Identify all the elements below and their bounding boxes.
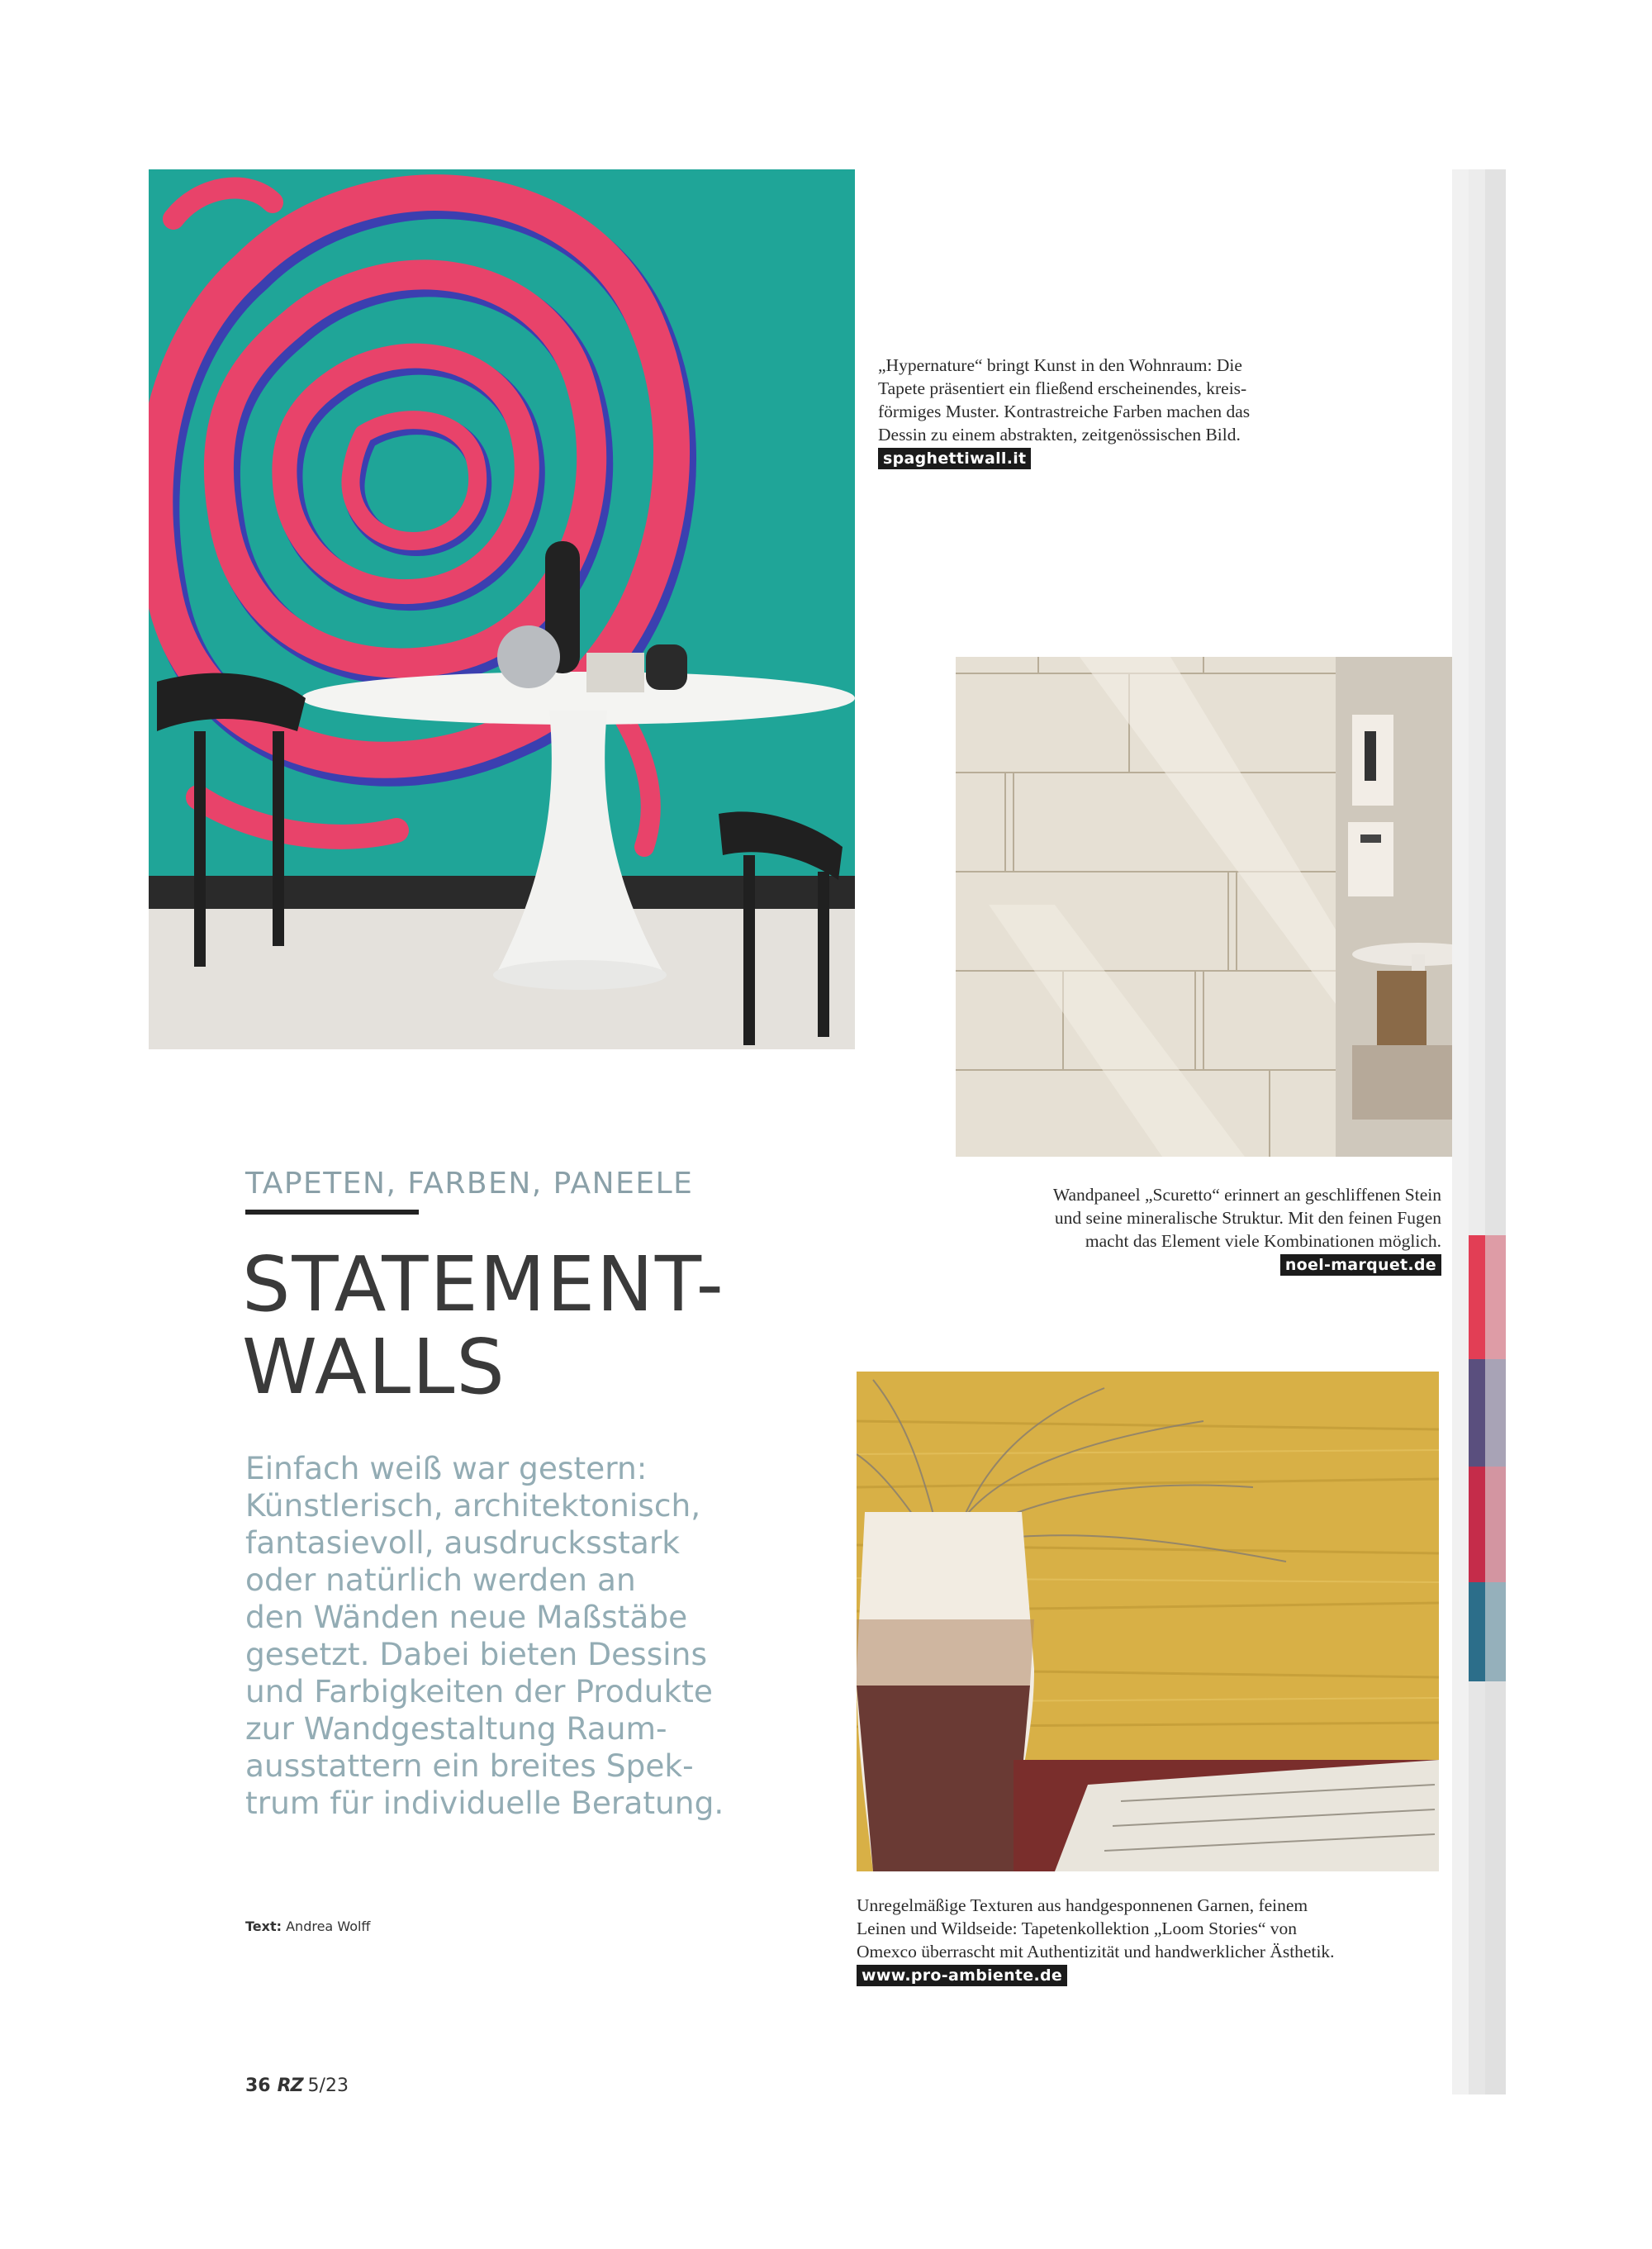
kicker-underline [245, 1210, 419, 1215]
next-page-edge [1452, 169, 1506, 2094]
magazine-logo: RZ [277, 2075, 303, 2096]
intro-line: und Farbigkeiten der Produkte [245, 1673, 713, 1709]
headline-line: STATEMENT- [242, 1240, 725, 1329]
intro-line: ausstattern ein breites Spek- [245, 1747, 694, 1784]
url-badge-pro-ambiente[interactable]: www.pro-ambiente.de [857, 1965, 1067, 1986]
author-credit [245, 1919, 370, 1934]
intro-line: gesetzt. Dabei bieten Dessins [245, 1636, 707, 1672]
photo-hypernature-wallpaper [149, 169, 855, 1049]
caption-line: Wandpaneel „Scuretto“ erinnert an geschliffenen Stein [1052, 1185, 1441, 1205]
caption-line: und seine mineralische Struktur. Mit den feinen Fugen [1054, 1208, 1441, 1228]
intro-line: trum für individuelle Beratung. [245, 1785, 724, 1821]
page-folio [245, 2075, 349, 2096]
caption-loom-stories [857, 1894, 1443, 1986]
photo-scuretto-wall-panel [956, 657, 1488, 1157]
caption-line: Tapete präsentiert ein fließend erscheinendes, kreis- [878, 378, 1247, 398]
issue-number: 5/23 [307, 2075, 349, 2096]
photo-loom-stories-wallpaper [857, 1372, 1439, 1871]
intro-line: Künstlerisch, architektonisch, [245, 1487, 701, 1524]
credit-author: Andrea Wolff [286, 1919, 371, 1934]
caption-line: Dessin zu einem abstrakten, zeitgenössischen Bild. [878, 425, 1241, 445]
section-kicker: TAPETEN, FARBEN, PANEELE [245, 1167, 694, 1201]
caption-line: Unregelmäßige Texturen aus handgesponnenen Garnen, feinem [857, 1895, 1308, 1915]
caption-hypernature [878, 354, 1357, 469]
credit-label: Text: [245, 1919, 282, 1934]
page-number: 36 [245, 2075, 271, 2096]
caption-line: „Hypernature“ bringt Kunst in den Wohnraum: Die [878, 355, 1242, 375]
intro-line: fantasievoll, ausdrucksstark [245, 1524, 680, 1561]
headline-line: WALLS [242, 1323, 506, 1411]
headline [242, 1240, 725, 1411]
intro-line: zur Wandgestaltung Raum- [245, 1710, 667, 1747]
caption-line: Omexco überrascht mit Authentizität und handwerklicher Ästhetik. [857, 1942, 1335, 1961]
intro-line: oder natürlich werden an [245, 1562, 636, 1598]
url-badge-noel-marquet[interactable]: noel-marquet.de [1280, 1254, 1441, 1276]
caption-line: macht das Element viele Kombinationen möglich. [1085, 1231, 1441, 1251]
caption-scuretto [962, 1183, 1441, 1276]
intro-paragraph [245, 1450, 757, 1822]
intro-line: den Wänden neue Maßstäbe [245, 1599, 688, 1635]
caption-line: Leinen und Wildseide: Tapetenkollektion „Loom Stories“ von [857, 1919, 1298, 1938]
caption-line: förmiges Muster. Kontrastreiche Farben machen das [878, 402, 1251, 421]
url-badge-spaghettiwall[interactable]: spaghettiwall.it [878, 448, 1031, 469]
intro-line: Einfach weiß war gestern: [245, 1450, 648, 1486]
